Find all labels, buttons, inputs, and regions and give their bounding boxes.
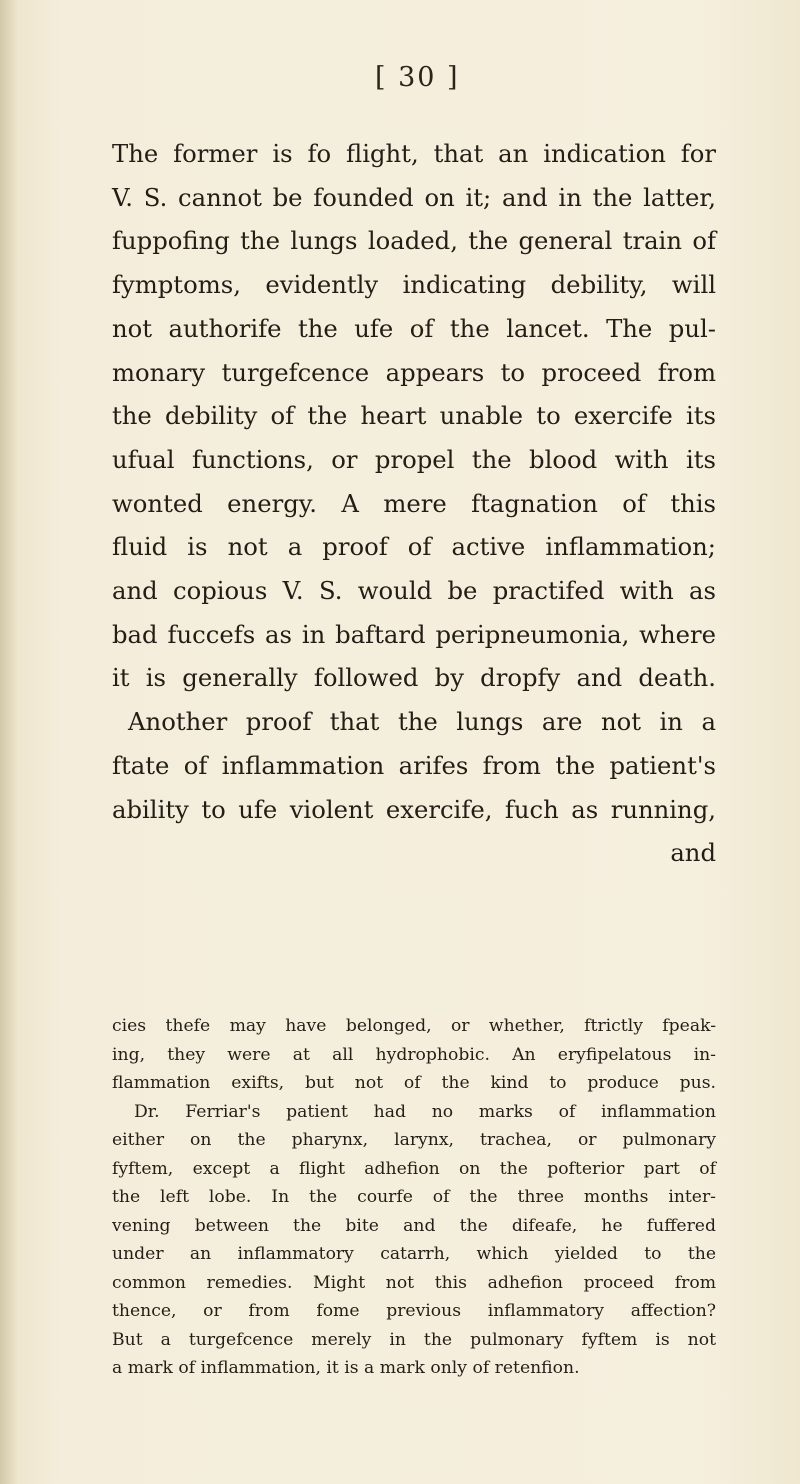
footnote-line: thence, or from fome previous inflammatory affection? [112, 1301, 716, 1321]
body-line: not authorife the ufe of the lancet. The pul- [112, 313, 716, 343]
footnote-line: fyftem, except a flight adhefion on the pofterior part of [112, 1158, 716, 1179]
body-line: V. S. cannot be founded on it; and in the latter, [112, 182, 716, 212]
body-line: The former is fo flight, that an indication for [112, 139, 716, 168]
body-line: Another proof that the lungs are not in a [128, 707, 716, 737]
body-text [112, 132, 716, 875]
footnote-line: a mark of inflammation, it is a mark only of retenfion. [112, 1358, 580, 1378]
body-line: monary turgefcence appears to proceed from [112, 357, 716, 387]
body-line: fuppofing the lungs loaded, the general train of [112, 226, 716, 256]
page-spine-shadow [0, 0, 18, 1484]
body-line: bad fuccefs as in baftard peripneumonia, where [112, 619, 716, 649]
body-line: and copious V. S. would be practifed with as [112, 576, 716, 606]
body-line: ftate of inflammation arifes from the patient's [112, 750, 716, 780]
body-line: fymptoms, evidently indicating debility, will [112, 270, 716, 300]
body-line: wonted energy. A mere ftagnation of this [112, 488, 716, 518]
footnote-line: the left lobe. In the courfe of the three months inter- [112, 1187, 716, 1207]
footnote-line: Dr. Ferriar's patient had no marks of inflammation [134, 1101, 716, 1122]
catchword: and [670, 838, 716, 868]
bleed-through-text [112, 990, 716, 1008]
body-line: it is generally followed by dropfy and death. [112, 663, 716, 693]
page-number: [ 30 ] [375, 62, 460, 93]
body-line: ability to ufe violent exercife, fuch as running, [112, 794, 716, 824]
footnote-line: vening between the bite and the difeafe, he fuffered [112, 1215, 716, 1236]
body-line: fluid is not a proof of active inflammation; [112, 532, 716, 562]
footnote-line: ing, they were at all hydrophobic. An eryfipelatous in- [112, 1044, 716, 1065]
body-line: ufual functions, or propel the blood with its [112, 444, 716, 474]
footnote-line: cies thefe may have belonged, or whether, ftrictly fpeak- [112, 1016, 716, 1036]
footnote-line: either on the pharynx, larynx, trachea, or pulmonary [112, 1130, 716, 1150]
footnote-line: flammation exifts, but not of the kind to produce pus. [112, 1073, 716, 1093]
footnote-line: But a turgefcence merely in the pulmonary fyftem is not [112, 1329, 716, 1350]
body-line: the debility of the heart unable to exercife its [112, 401, 716, 431]
footnote-line: common remedies. Might not this adhefion proceed from [112, 1272, 716, 1293]
footnote-text [112, 1012, 716, 1383]
footnote-line: under an inflammatory catarrh, which yielded to the [112, 1244, 716, 1264]
